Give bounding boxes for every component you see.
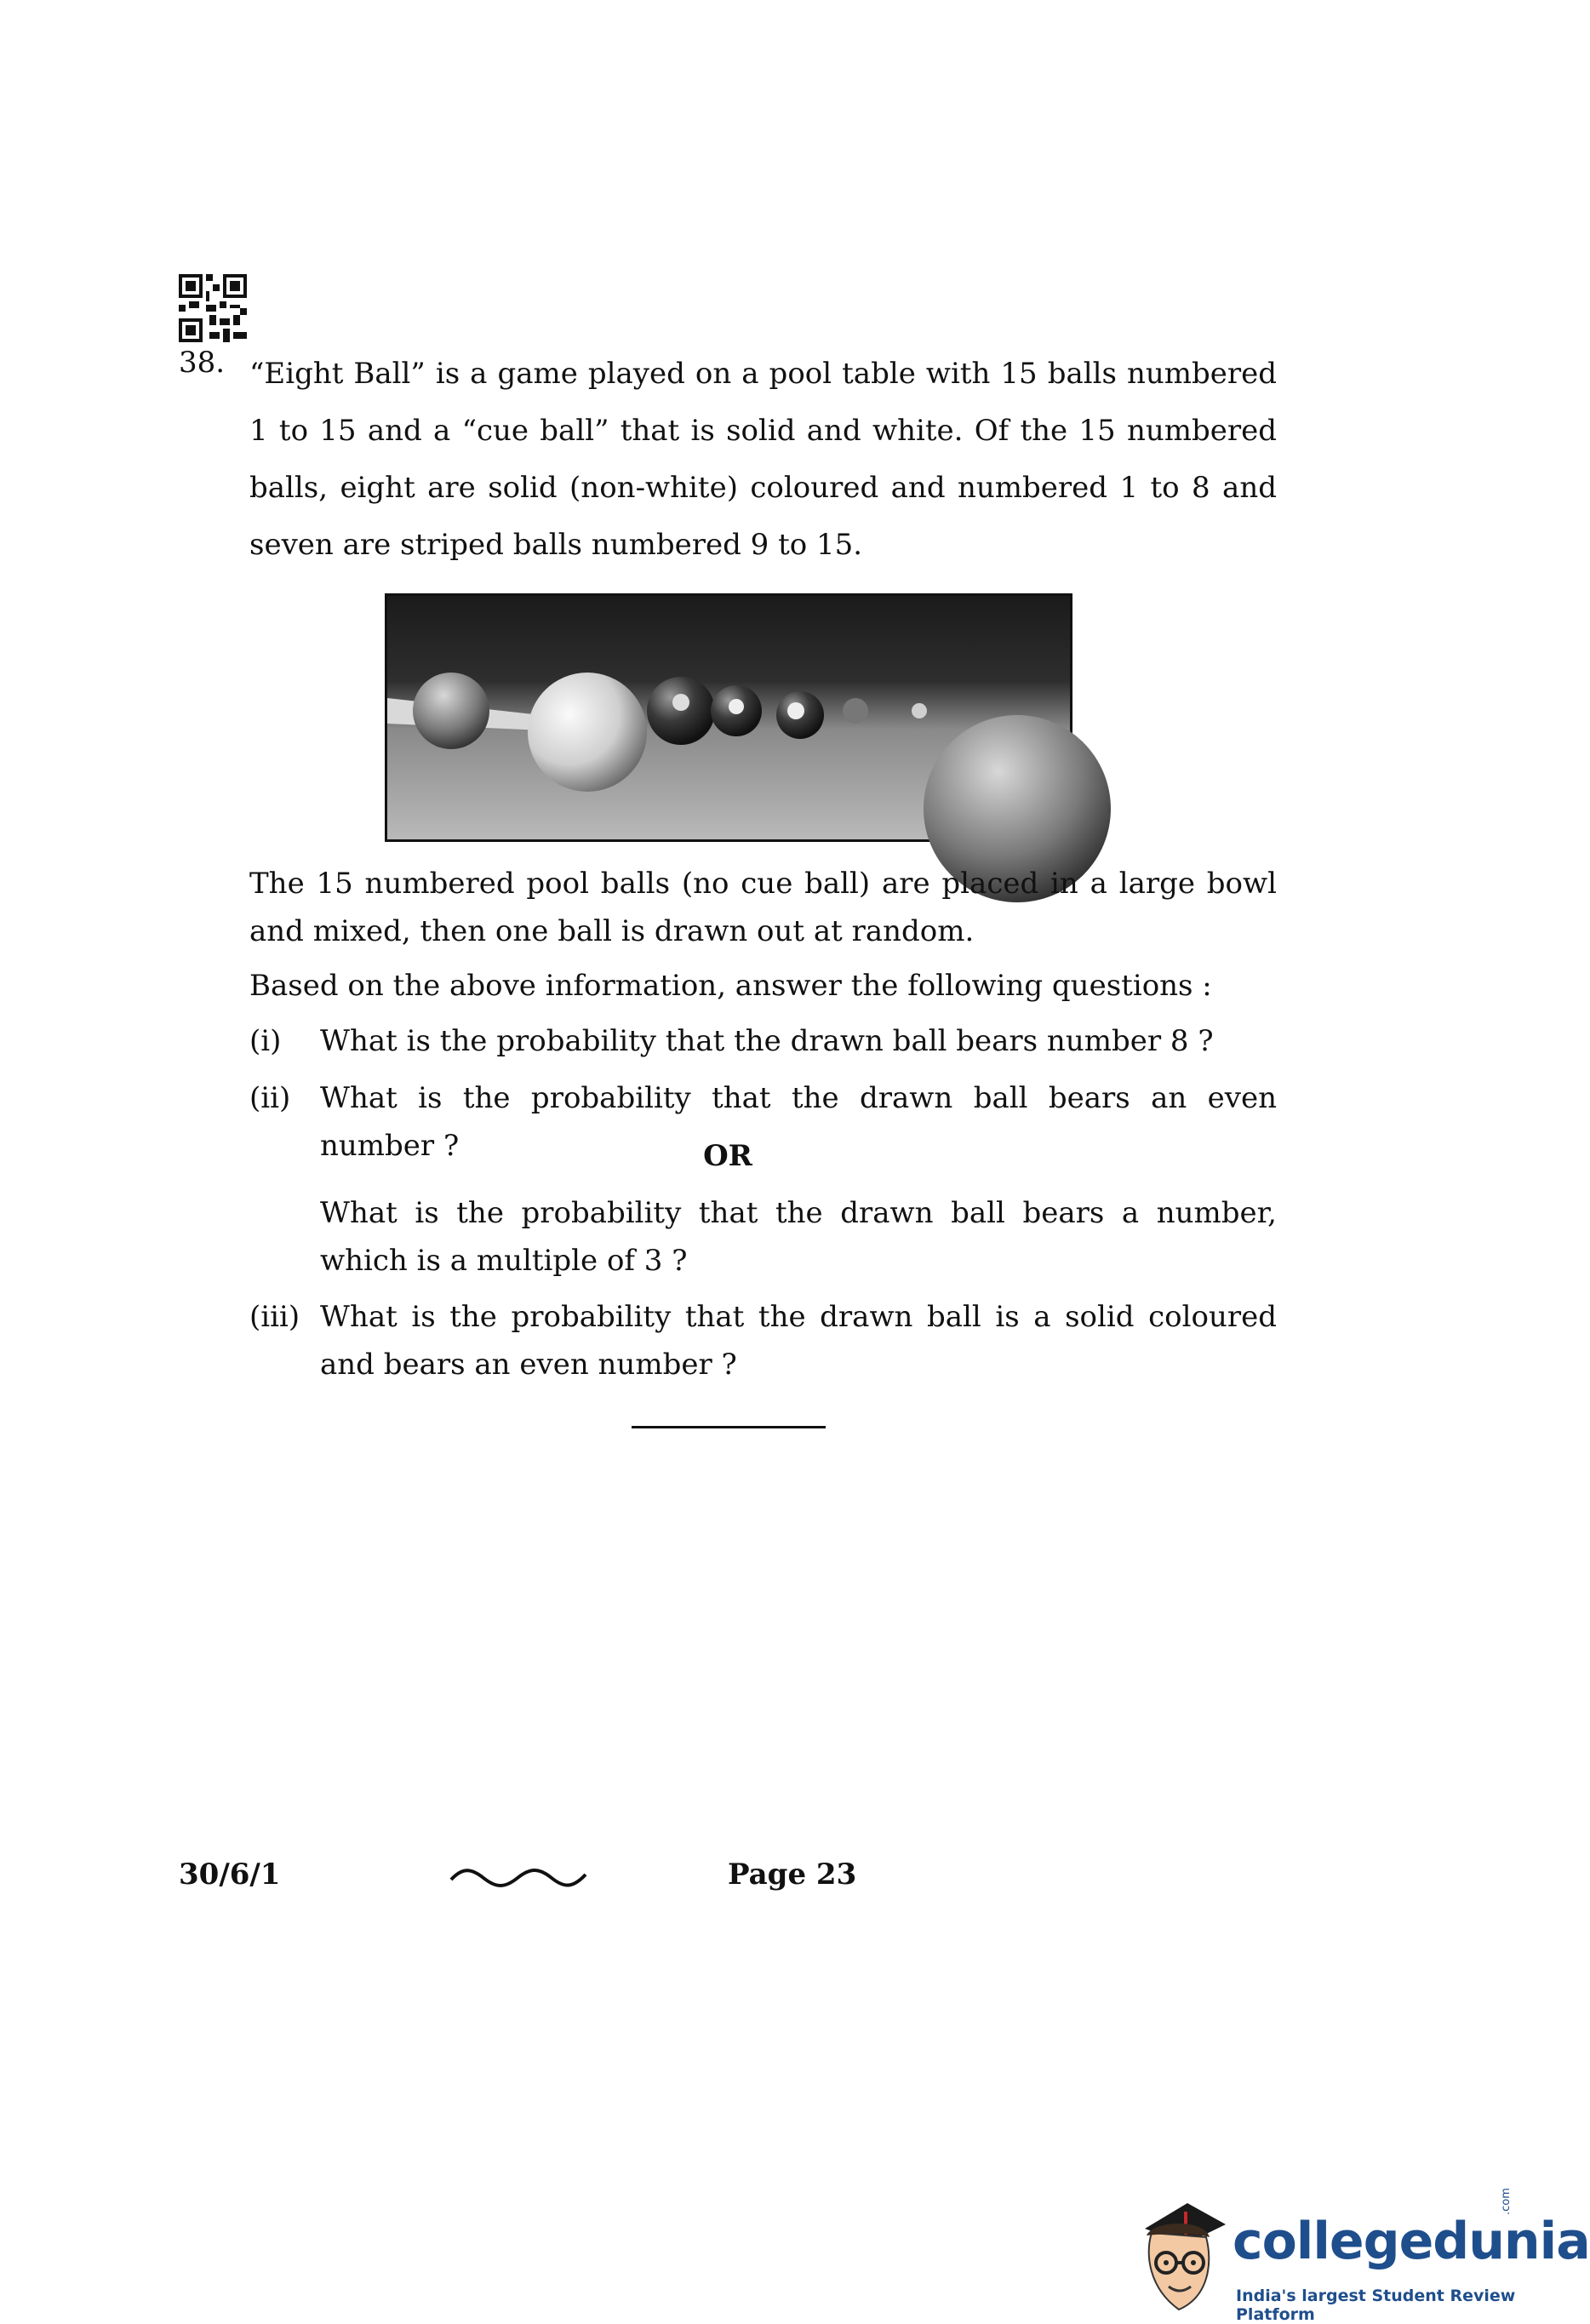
part-i-label: (i)	[249, 1024, 282, 1058]
end-rule	[632, 1426, 826, 1428]
pool-balls-illustration	[387, 596, 1070, 839]
question-intro: “Eight Ball” is a game played on a pool table with 15 balls numbered 1 to 15 and a “cue ball” that is solid and white. Of the 15 numbered balls, eight are solid (non-white) coloured and numbered 1 to 8 and seven are striped balls numbered 9 to 15.	[249, 357, 1277, 562]
part-iii-label: (iii)	[249, 1300, 300, 1334]
part-iii-text: What is the probability that the drawn ball is a solid coloured and bears an even number ?	[320, 1300, 1277, 1382]
pool-balls-photo	[385, 593, 1072, 842]
watermark-tagline: India's largest Student Review Platform	[1236, 2287, 1516, 2324]
part-i-text: What is the probability that the drawn ball bears number 8 ?	[320, 1024, 1214, 1058]
watermark-brand: collegedunia	[1233, 2212, 1590, 2271]
part-ii-alternative-text: What is the probability that the drawn ball bears a number, which is a multiple of 3 ?	[320, 1196, 1277, 1278]
qr-code-icon	[179, 274, 247, 342]
part-ii-text: What is the probability that the drawn ball bears an even number ?	[320, 1081, 1277, 1163]
question-instruction: Based on the above information, answer the following questions :	[249, 969, 1212, 1003]
mascot-logo-icon	[1128, 2195, 1230, 2321]
watermark-domain-suffix: .com	[1500, 2188, 1513, 2215]
question-setup: The 15 numbered pool balls (no cue ball) are placed in a large bowl and mixed, then one ball is drawn out at random.	[249, 867, 1277, 948]
question-number: 38.	[179, 346, 226, 380]
part-ii-label: (ii)	[249, 1081, 291, 1115]
wave-ornament-icon	[449, 1864, 587, 1890]
page-number: Page 23	[728, 1857, 857, 1892]
paper-code: 30/6/1	[179, 1857, 281, 1892]
or-separator: OR	[703, 1139, 752, 1173]
